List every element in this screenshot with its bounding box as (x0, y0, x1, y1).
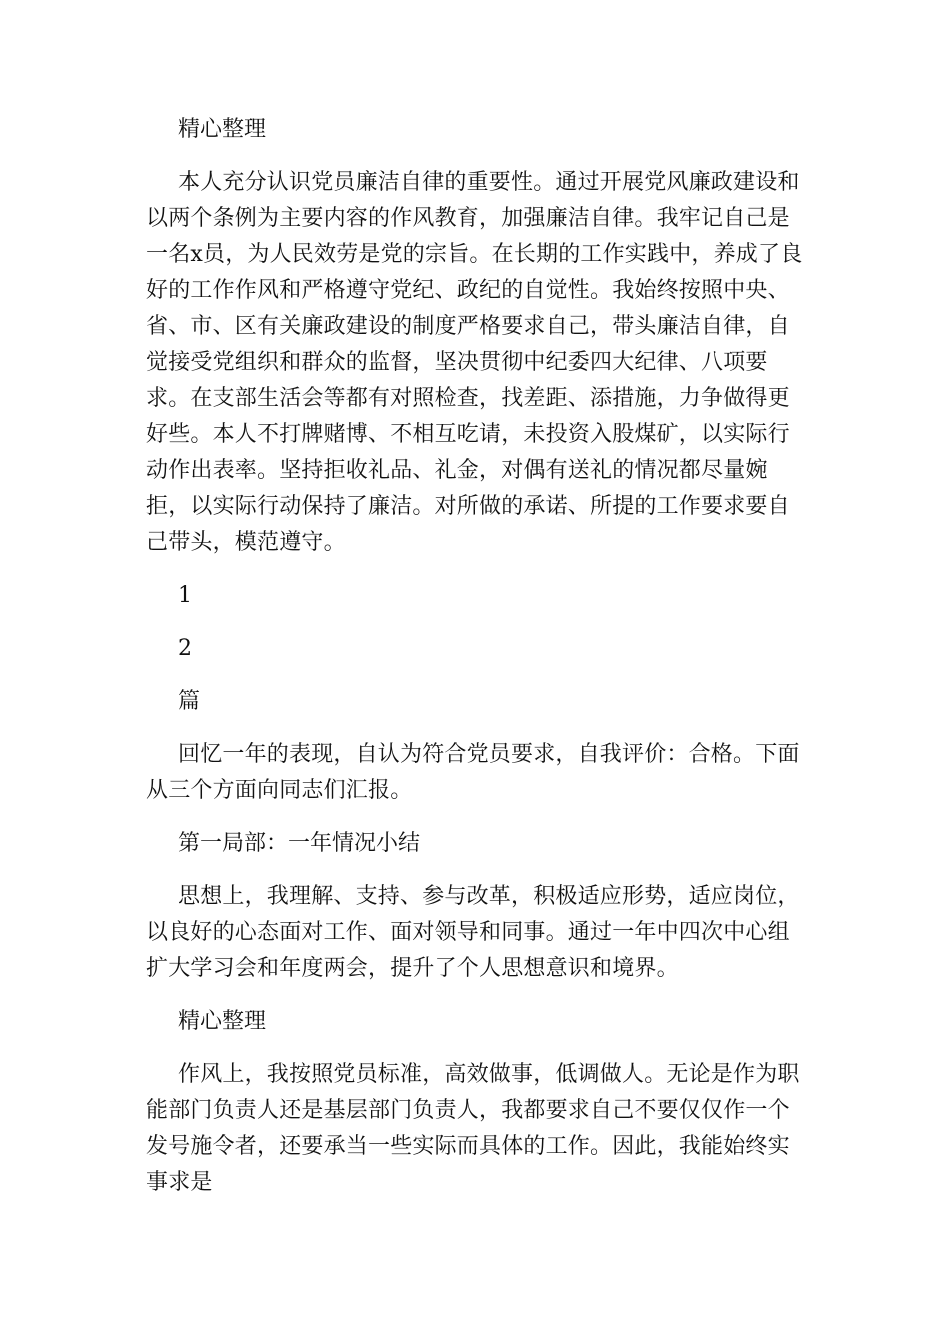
document-page (146, 112, 806, 1201)
paragraph-annual-review: 回忆一年的表现，自认为符合党员要求，自我评价：合格。下面从三个方面向同志们汇报。 (146, 742, 800, 803)
section-heading: 第一局部：一年情况小结 (178, 831, 421, 856)
page-header-text-2: 精心整理 (178, 1009, 267, 1034)
paragraph-self-discipline: 本人充分认识党员廉洁自律的重要性。通过开展党风廉政建设和以两个条例为主要内容的作风教育，加强廉洁自律。我牢记自己是一名x员，为人民效劳是党的宗旨。在长期的工作实践中，养成了良好的工作作风和严格遵守党纪、政纪的自觉性。我始终按照中央、省、市、区有关廉政建设的制度严格要求自己，带头廉洁自律，自觉接受党组织和群众的监督，坚决贯彻中纪委四大纪律、八项要求。在支部生活会等都有对照检查，找差距、添措施，力争做得更好些。本人不打牌赌博、不相互吃请，未投资入股煤矿，以实际行动作出表率。坚持拒收礼品、礼金，对偶有送礼的情况都尽量婉拒，以实际行动保持了廉洁。对所做的承诺、所提的工作要求要自己带头，模范遵守。 (146, 170, 803, 555)
paragraph-thinking: 思想上，我理解、支持、参与改革，积极适应形势，适应岗位，以良好的心态面对工作、面对领导和同事。通过一年中四次中心组扩大学习会和年度两会，提升了个人思想意识和境界。 (146, 884, 800, 981)
page-number-2: 2 (178, 636, 192, 661)
page-header-text: 精心整理 (178, 117, 267, 142)
paragraph-work-style: 作风上，我按照党员标准，高效做事，低调做人。无论是作为职能部门负责人还是基层部门负责人，我都要求自己不要仅仅作一个发号施令者，还要承当一些实际而具体的工作。因此，我能始终实事求是 (146, 1062, 800, 1195)
section-marker: 篇 (178, 689, 201, 714)
page-number-1: 1 (178, 583, 192, 608)
